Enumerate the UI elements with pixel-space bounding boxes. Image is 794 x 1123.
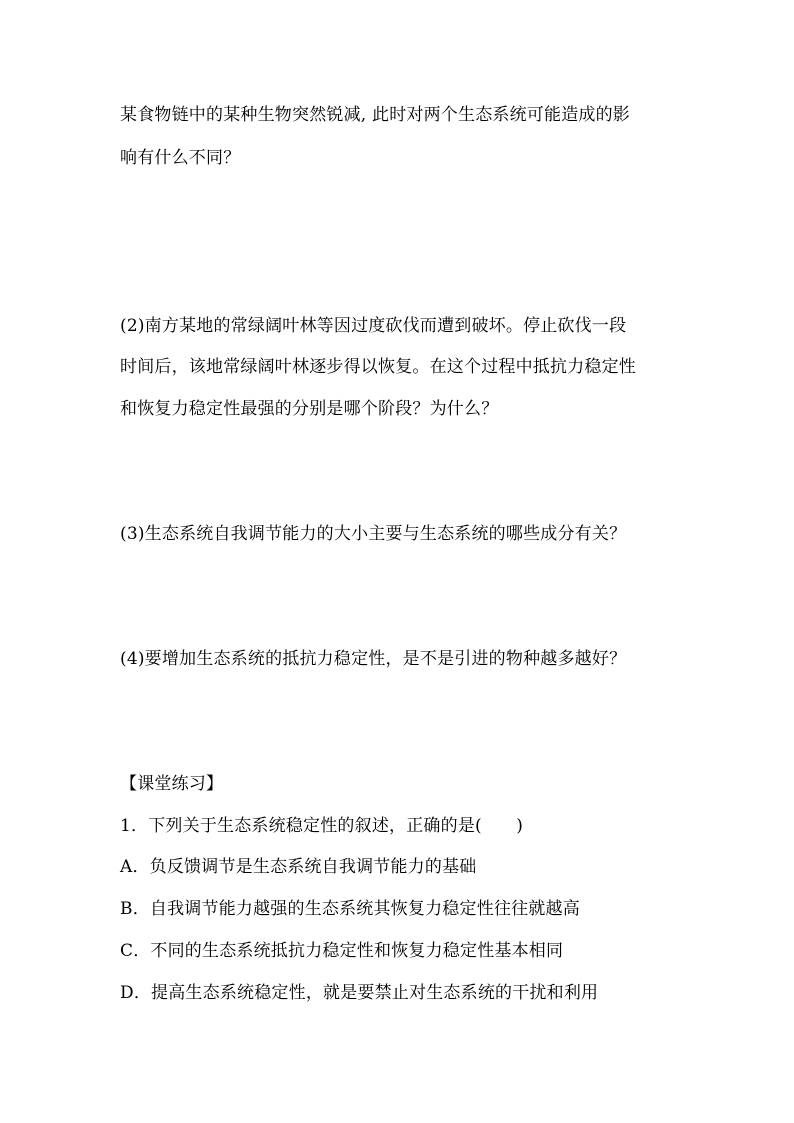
practice-heading: 【课堂练习】 — [120, 774, 224, 794]
intro-line-1: 某食物链中的某种生物突然锐减, 此时对两个生态系统可能造成的影 — [120, 105, 631, 125]
practice-question-1-option-c: C．不同的生态系统抵抗力稳定性和恢复力稳定性基本相同 — [120, 941, 564, 961]
practice-question-1-stem: 1．下列关于生态系统稳定性的叙述，正确的是( ) — [120, 816, 524, 836]
intro-line-2: 响有什么不同？ — [120, 148, 241, 168]
question-4-line-1: (4)要增加生态系统的抵抗力稳定性，是不是引进的物种越多越好？ — [120, 649, 627, 669]
question-3-line-1: (3)生态系统自我调节能力的大小主要与生态系统的哪些成分有关？ — [120, 524, 627, 544]
question-2-line-3: 和恢复力稳定性最强的分别是哪个阶段？为什么？ — [120, 399, 499, 419]
practice-question-1-option-b: B．自我调节能力越强的生态系统其恢复力稳定性往往就越高 — [120, 899, 580, 919]
question-2-line-1: (2)南方某地的常绿阔叶林等因过度砍伐而遭到破坏。停止砍伐一段 — [120, 316, 627, 336]
question-2-line-2: 时间后，该地常绿阔叶林逐步得以恢复。在这个过程中抵抗力稳定性 — [120, 357, 636, 377]
practice-question-1-option-d: D．提高生态系统稳定性，就是要禁止对生态系统的干扰和利用 — [120, 983, 599, 1003]
practice-question-1-option-a: A．负反馈调节是生态系统自我调节能力的基础 — [120, 857, 477, 877]
